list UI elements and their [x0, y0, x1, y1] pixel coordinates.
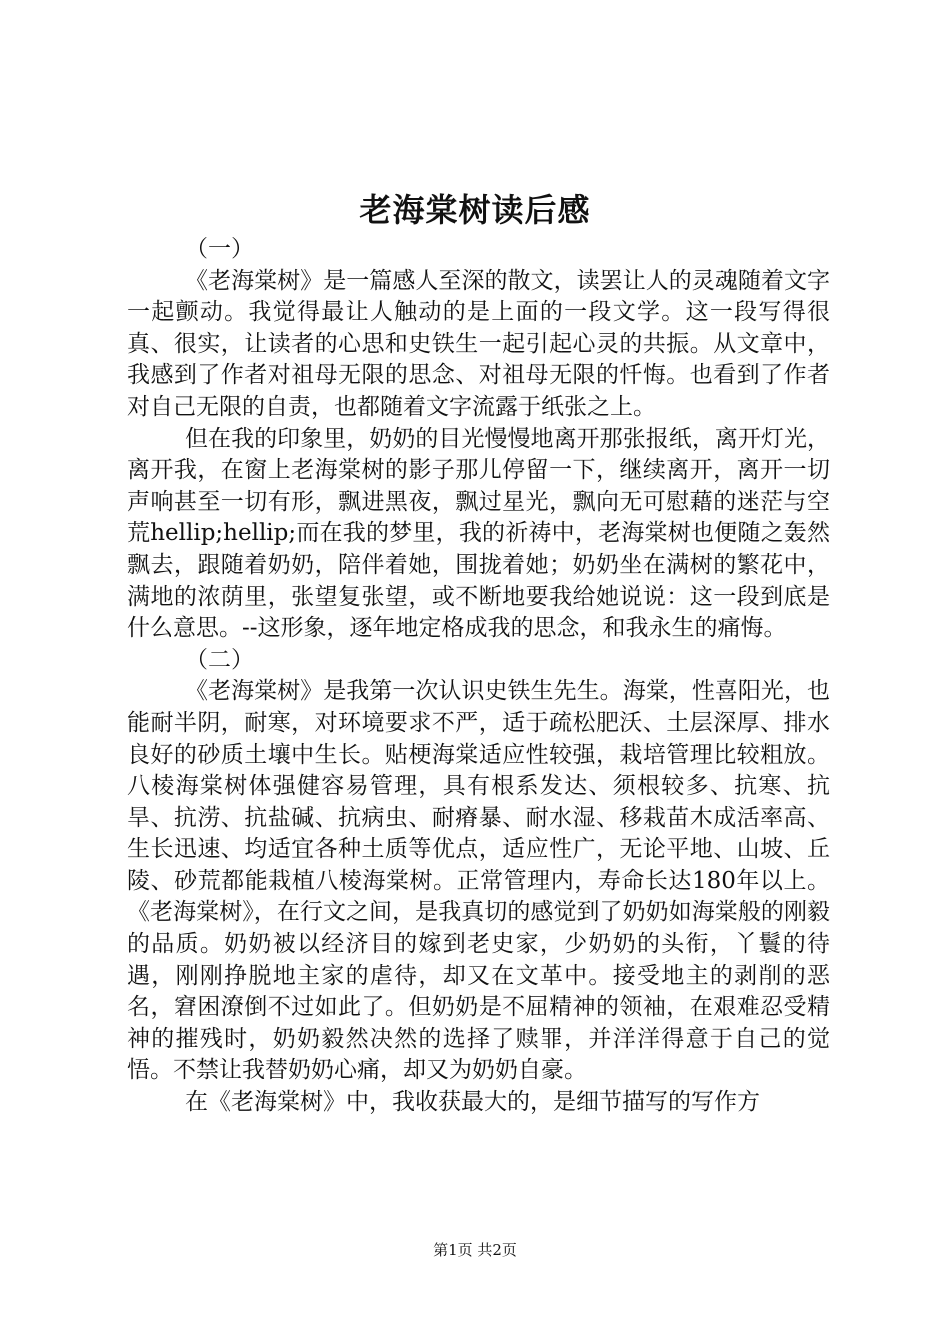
- paragraph-2: 但在我的印象里，奶奶的目光慢慢地离开那张报纸，离开灯光，离开我，在窗上老海棠树的影子那儿停留一下，继续离开，离开一切声响甚至一切有形，飘进黑夜，飘过星光，飘向无可慰藉的迷茫与空荒hellip;hellip;而在我的梦里，我的祈祷中，老海棠树也便随之轰然飘去，跟随着奶奶，陪伴着她，围拢着她；奶奶坐在满树的繁花中，满地的浓荫里，张望复张望，或不断地要我给她说说：这一段到底是什么意思。--这形象，逐年地定格成我的思念，和我永生的痛悔。: [127, 425, 830, 642]
- paragraph-3: 《老海棠树》是我第一次认识史铁生先生。海棠，性喜阳光，也能耐半阴，耐寒，对环境要求不严，适于疏松肥沃、土层深厚、排水良好的砂质土壤中生长。贴梗海棠适应性较强，栽培管理比较粗放。八棱海棠树体强健容易管理，具有根系发达、须根较多、抗寒、抗旱、抗涝、抗盐碱、抗病虫、耐瘠暴、耐水湿、移栽苗木成活率高、生长迅速、均适宜各种土质等优点，适应性广，无论平地、山坡、丘陵、砂荒都能栽植八棱海棠树。正常管理内，寿命长达180年以上。《老海棠树》，在行文之间，是我真切的感觉到了奶奶如海棠般的刚毅的品质。奶奶被以经济目的嫁到老史家，少奶奶的头衔，丫鬟的待遇，刚刚挣脱地主家的虐待，却又在文革中。接受地主的剥削的恶名，窘困潦倒不过如此了。但奶奶是不屈精神的领袖，在艰难忍受精神的摧残时，奶奶毅然决然的选择了赎罪，并洋洋得意于自己的觉悟。不禁让我替奶奶心痛，却又为奶奶自豪。: [127, 678, 830, 1084]
- paragraph-1: 《老海棠树》是一篇感人至深的散文，读罢让人的灵魂随着文字一起颤动。我觉得最让人触动的是上面的一段文学。这一段写得很真、很实，让读者的心思和史铁生一起引起心灵的共振。从文章中，我感到了作者对祖母无限的思念、对祖母无限的忏悔。也看到了作者对自己无限的自责，也都随着文字流露于纸张之上。: [127, 267, 830, 420]
- section-marker-1: （一）: [185, 236, 254, 262]
- section-marker-2: （二）: [185, 646, 254, 673]
- document-body: [127, 234, 830, 1119]
- document-title: 老海棠树读后感: [359, 191, 591, 229]
- page-footer: 第1页 共2页: [433, 1241, 517, 1259]
- paragraph-4: 在《老海棠树》中，我收获最大的，是细节描写的写作方: [185, 1089, 760, 1116]
